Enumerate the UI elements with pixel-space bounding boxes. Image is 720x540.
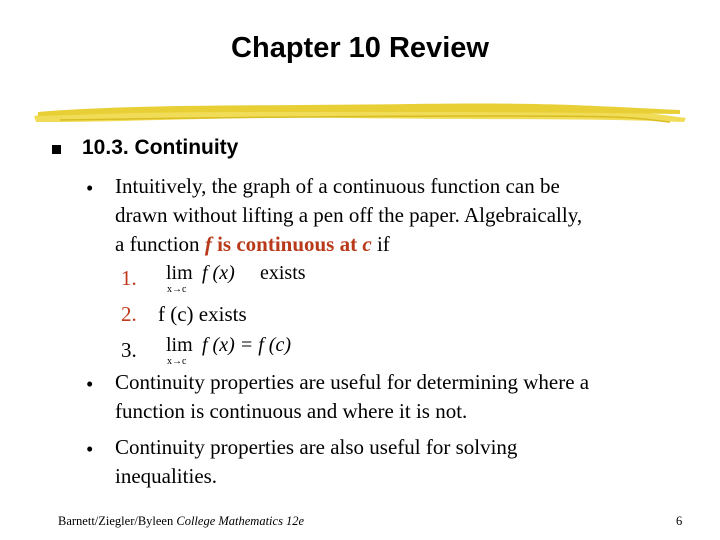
section-heading: 10.3. Continuity: [82, 136, 239, 159]
bullet-dot: •: [86, 437, 94, 461]
heading-bullet: [52, 145, 61, 154]
bullet-dot: •: [86, 176, 94, 200]
condition-2-number: 2.: [121, 302, 137, 326]
bullet-2-line-2: function is continuous and where it is not.: [115, 399, 468, 423]
bullet-dot: •: [86, 372, 94, 396]
bullet-1-line-3: a function f is continuous at c if: [115, 232, 390, 256]
page-number: 6: [676, 514, 683, 528]
function-f: f: [204, 232, 212, 256]
condition-3-limit: lim x→c f (x) = f (c): [166, 334, 292, 367]
title-underline-rule: [30, 96, 690, 130]
condition-3-number: 3.: [121, 338, 137, 362]
bullet-1-line-1: Intuitively, the graph of a continuous function can be: [115, 174, 560, 198]
bullet-3-line-2: inequalities.: [115, 464, 218, 488]
condition-1-number: 1.: [121, 266, 137, 290]
bullet-3-line-1: Continuity properties are also useful for solving: [115, 435, 518, 459]
footer-citation: Barnett/Ziegler/Byleen College Mathematics 12e: [58, 514, 305, 528]
condition-2-text: f (c) exists: [158, 302, 247, 326]
bullet-2-line-1: Continuity properties are useful for determining where a: [115, 370, 590, 394]
condition-1-limit: lim x→c f (x) exists: [166, 262, 306, 295]
bullet-1-line-2: drawn without lifting a pen off the paper. Algebraically,: [115, 203, 583, 227]
page-title: Chapter 10 Review: [231, 32, 489, 64]
